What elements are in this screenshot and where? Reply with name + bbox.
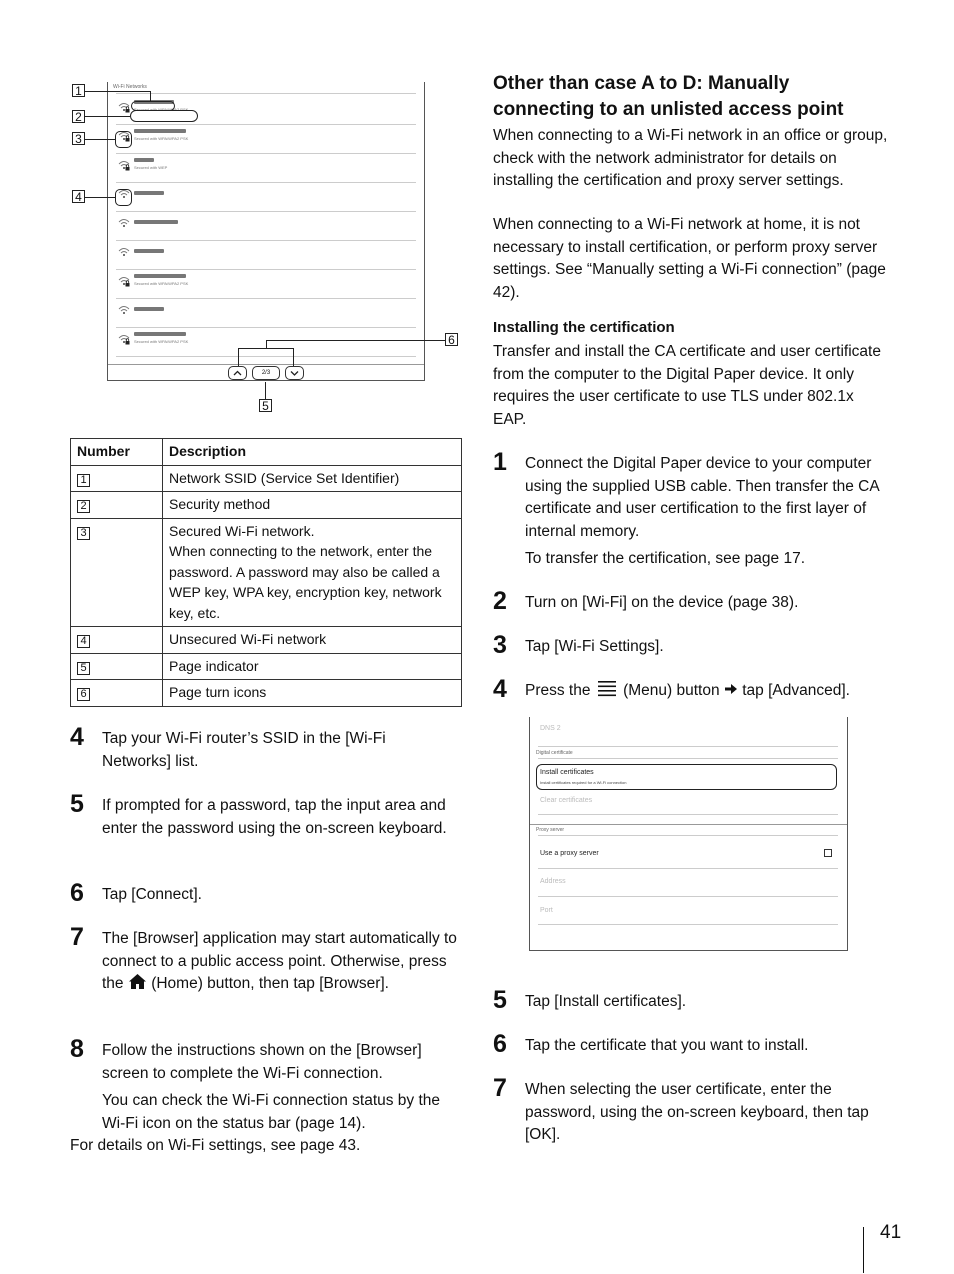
subheading: Installing the certification xyxy=(493,319,675,336)
section-digital-certificate: Digital certificate xyxy=(536,750,573,756)
row-number: 3 xyxy=(77,527,90,540)
network-row[interactable] xyxy=(116,299,416,328)
row-description: Secured Wi-Fi network. xyxy=(169,522,315,539)
row-number: 5 xyxy=(77,662,90,675)
network-row[interactable] xyxy=(116,154,416,183)
step-number: 5 xyxy=(70,790,84,818)
step-text-end: tap [Advanced]. xyxy=(742,682,850,699)
page-number-rule xyxy=(863,1227,864,1273)
wifi-icon xyxy=(118,246,130,258)
network-ssid xyxy=(134,220,178,224)
row-description-note: When connecting to the network, enter the password. A password may also be called a WEP key, WPA key, encryption key, network key, etc. xyxy=(169,543,442,621)
paragraph: When connecting to a Wi-Fi network at home, it is not necessary to install certification, or perform proxy server settings. See “Manually setting a Wi-Fi connection” (page 42). xyxy=(493,216,886,301)
page-indicator: 2/3 xyxy=(252,366,280,380)
network-ssid xyxy=(134,191,164,195)
network-ssid xyxy=(134,307,164,311)
home-icon xyxy=(128,973,147,990)
step-text-after: (Menu) button xyxy=(623,682,720,699)
page-prev-button[interactable] xyxy=(228,366,247,380)
step-text-before: Press the xyxy=(525,682,591,699)
step-number: 4 xyxy=(493,675,507,703)
wifi-icon xyxy=(118,304,130,316)
install-certificates-sub: Install certificates required for a Wi-Fi connection xyxy=(540,780,627,785)
network-ssid xyxy=(134,158,154,162)
page-next-button[interactable] xyxy=(285,366,304,380)
install-certificates-item[interactable] xyxy=(536,764,837,790)
step-number: 1 xyxy=(493,448,507,476)
wifi-secured-icon xyxy=(118,159,130,171)
callout-2: 2 xyxy=(72,110,85,123)
step-text: Tap [Wi-Fi Settings]. xyxy=(525,638,664,655)
step-number: 7 xyxy=(493,1074,507,1102)
network-row[interactable] xyxy=(116,212,416,241)
network-security: Secured with WEP xyxy=(134,165,168,170)
table-row xyxy=(71,465,462,492)
callout-6: 6 xyxy=(445,333,458,346)
table-row xyxy=(71,492,462,519)
row-description: Security method xyxy=(163,492,462,519)
step-text-after: (Home) button, then tap [Browser]. xyxy=(151,975,389,992)
wifi-networks-screen xyxy=(107,82,425,381)
chevron-up-icon xyxy=(229,367,246,379)
table-row xyxy=(71,518,462,627)
row-description: Page indicator xyxy=(163,653,462,680)
network-security: Secured with WPA/WPA2 PSK xyxy=(134,136,189,141)
network-ssid xyxy=(134,332,186,336)
row-number: 2 xyxy=(77,500,90,513)
wifi-secured-icon xyxy=(118,333,130,345)
section-heading: Other than case A to D: Manually connecting to an unlisted access point xyxy=(493,73,844,120)
step-text: If prompted for a password, tap the input area and enter the password using the on-screen keyboard. xyxy=(102,797,447,837)
step-text: Tap [Connect]. xyxy=(102,886,202,903)
step-number: 4 xyxy=(70,723,84,751)
step-text: Tap [Install certificates]. xyxy=(525,993,687,1010)
table-header-row xyxy=(71,439,462,466)
callout-1: 1 xyxy=(72,84,85,97)
step-text xyxy=(102,928,464,996)
step-text: Turn on [Wi-Fi] on the device (page 38). xyxy=(525,594,799,611)
step-text: Connect the Digital Paper device to your computer using the supplied USB cable. Then transfer the CA certificate and user certification to the first layer of internal memory. xyxy=(525,455,879,540)
network-security: Secured with WPA/WPA2 PSK xyxy=(134,107,189,112)
menu-icon xyxy=(595,680,619,697)
step-note: You can check the Wi-Fi connection status by the Wi-Fi icon on the status bar (page 14). xyxy=(102,1092,441,1132)
step-text: Tap the certificate that you want to install. xyxy=(525,1037,809,1054)
row-number: 4 xyxy=(77,635,90,648)
clear-certificates-label[interactable]: Clear certificates xyxy=(540,797,593,804)
advanced-settings-screen xyxy=(529,717,848,951)
network-row[interactable] xyxy=(116,270,416,299)
step-text: When selecting the user certificate, enter the password, using the on-screen keyboard, then tap [OK]. xyxy=(525,1081,869,1143)
network-security: Secured with WPA/WPA2 PSK xyxy=(134,339,189,344)
header-description: Description xyxy=(163,439,462,466)
proxy-port-field[interactable]: Port xyxy=(540,907,553,914)
row-description: Unsecured Wi-Fi network xyxy=(163,627,462,654)
callout-4: 4 xyxy=(72,190,85,203)
row-description: Page turn icons xyxy=(163,680,462,707)
chevron-down-icon xyxy=(286,367,303,379)
step-text-before: The [Browser] application may start automatically to connect to a public access point. Otherwise, press the xyxy=(102,930,457,992)
row-number: 1 xyxy=(77,474,90,487)
dns-label: DNS 2 xyxy=(540,725,561,732)
callout-5: 5 xyxy=(259,399,272,412)
step-number: 5 xyxy=(493,986,507,1014)
network-row[interactable] xyxy=(116,125,416,154)
network-ssid xyxy=(134,274,186,278)
step-number: 3 xyxy=(493,631,507,659)
paragraph: Transfer and install the CA certificate and user certificate from the computer to the Digital Paper device. It only requires the user certificate to use TLS under 802.1x EAP. xyxy=(493,343,881,428)
network-ssid xyxy=(134,249,164,253)
callout-3: 3 xyxy=(72,132,85,145)
step-number: 6 xyxy=(70,879,84,907)
install-certificates-label: Install certificates xyxy=(540,769,594,776)
row-description: Network SSID (Service Set Identifier) xyxy=(163,465,462,492)
section-proxy-server: Proxy server xyxy=(536,827,565,833)
table-row xyxy=(71,653,462,680)
use-proxy-label: Use a proxy server xyxy=(540,850,599,857)
proxy-address-field[interactable]: Address xyxy=(540,878,566,885)
step-number: 2 xyxy=(493,587,507,615)
step-number: 7 xyxy=(70,923,84,951)
wifi-secured-icon xyxy=(118,101,130,113)
description-table xyxy=(70,438,462,707)
network-ssid xyxy=(134,129,186,133)
paragraph: When connecting to a Wi-Fi network in an office or group, check with the network administrator for details on installing the certification and proxy server settings. xyxy=(493,127,888,189)
network-row[interactable] xyxy=(116,241,416,270)
left-footer: For details on Wi-Fi settings, see page 43. xyxy=(70,1137,361,1154)
table-row xyxy=(71,680,462,707)
header-number: Number xyxy=(71,439,163,466)
network-security: Secured with WPA/WPA2 PSK xyxy=(134,281,189,286)
step-number: 8 xyxy=(70,1035,84,1063)
step-text: Follow the instructions shown on the [Browser] screen to complete the Wi-Fi connection. xyxy=(102,1042,422,1082)
wifi-screen-title: Wi-Fi Networks xyxy=(113,84,147,90)
table-row xyxy=(71,627,462,654)
step-text xyxy=(525,680,895,703)
page-number: 41 xyxy=(880,1222,902,1243)
step-text: Tap your Wi-Fi router’s SSID in the [Wi-Fi Networks] list. xyxy=(102,730,386,770)
network-row[interactable] xyxy=(116,183,416,212)
arrow-right-icon xyxy=(724,683,738,695)
wifi-icon xyxy=(118,217,130,229)
step-number: 6 xyxy=(493,1030,507,1058)
use-proxy-checkbox[interactable] xyxy=(824,849,832,857)
step-note: To transfer the certification, see page 17. xyxy=(525,550,806,567)
wifi-secured-icon xyxy=(118,275,130,287)
row-number: 6 xyxy=(77,688,90,701)
